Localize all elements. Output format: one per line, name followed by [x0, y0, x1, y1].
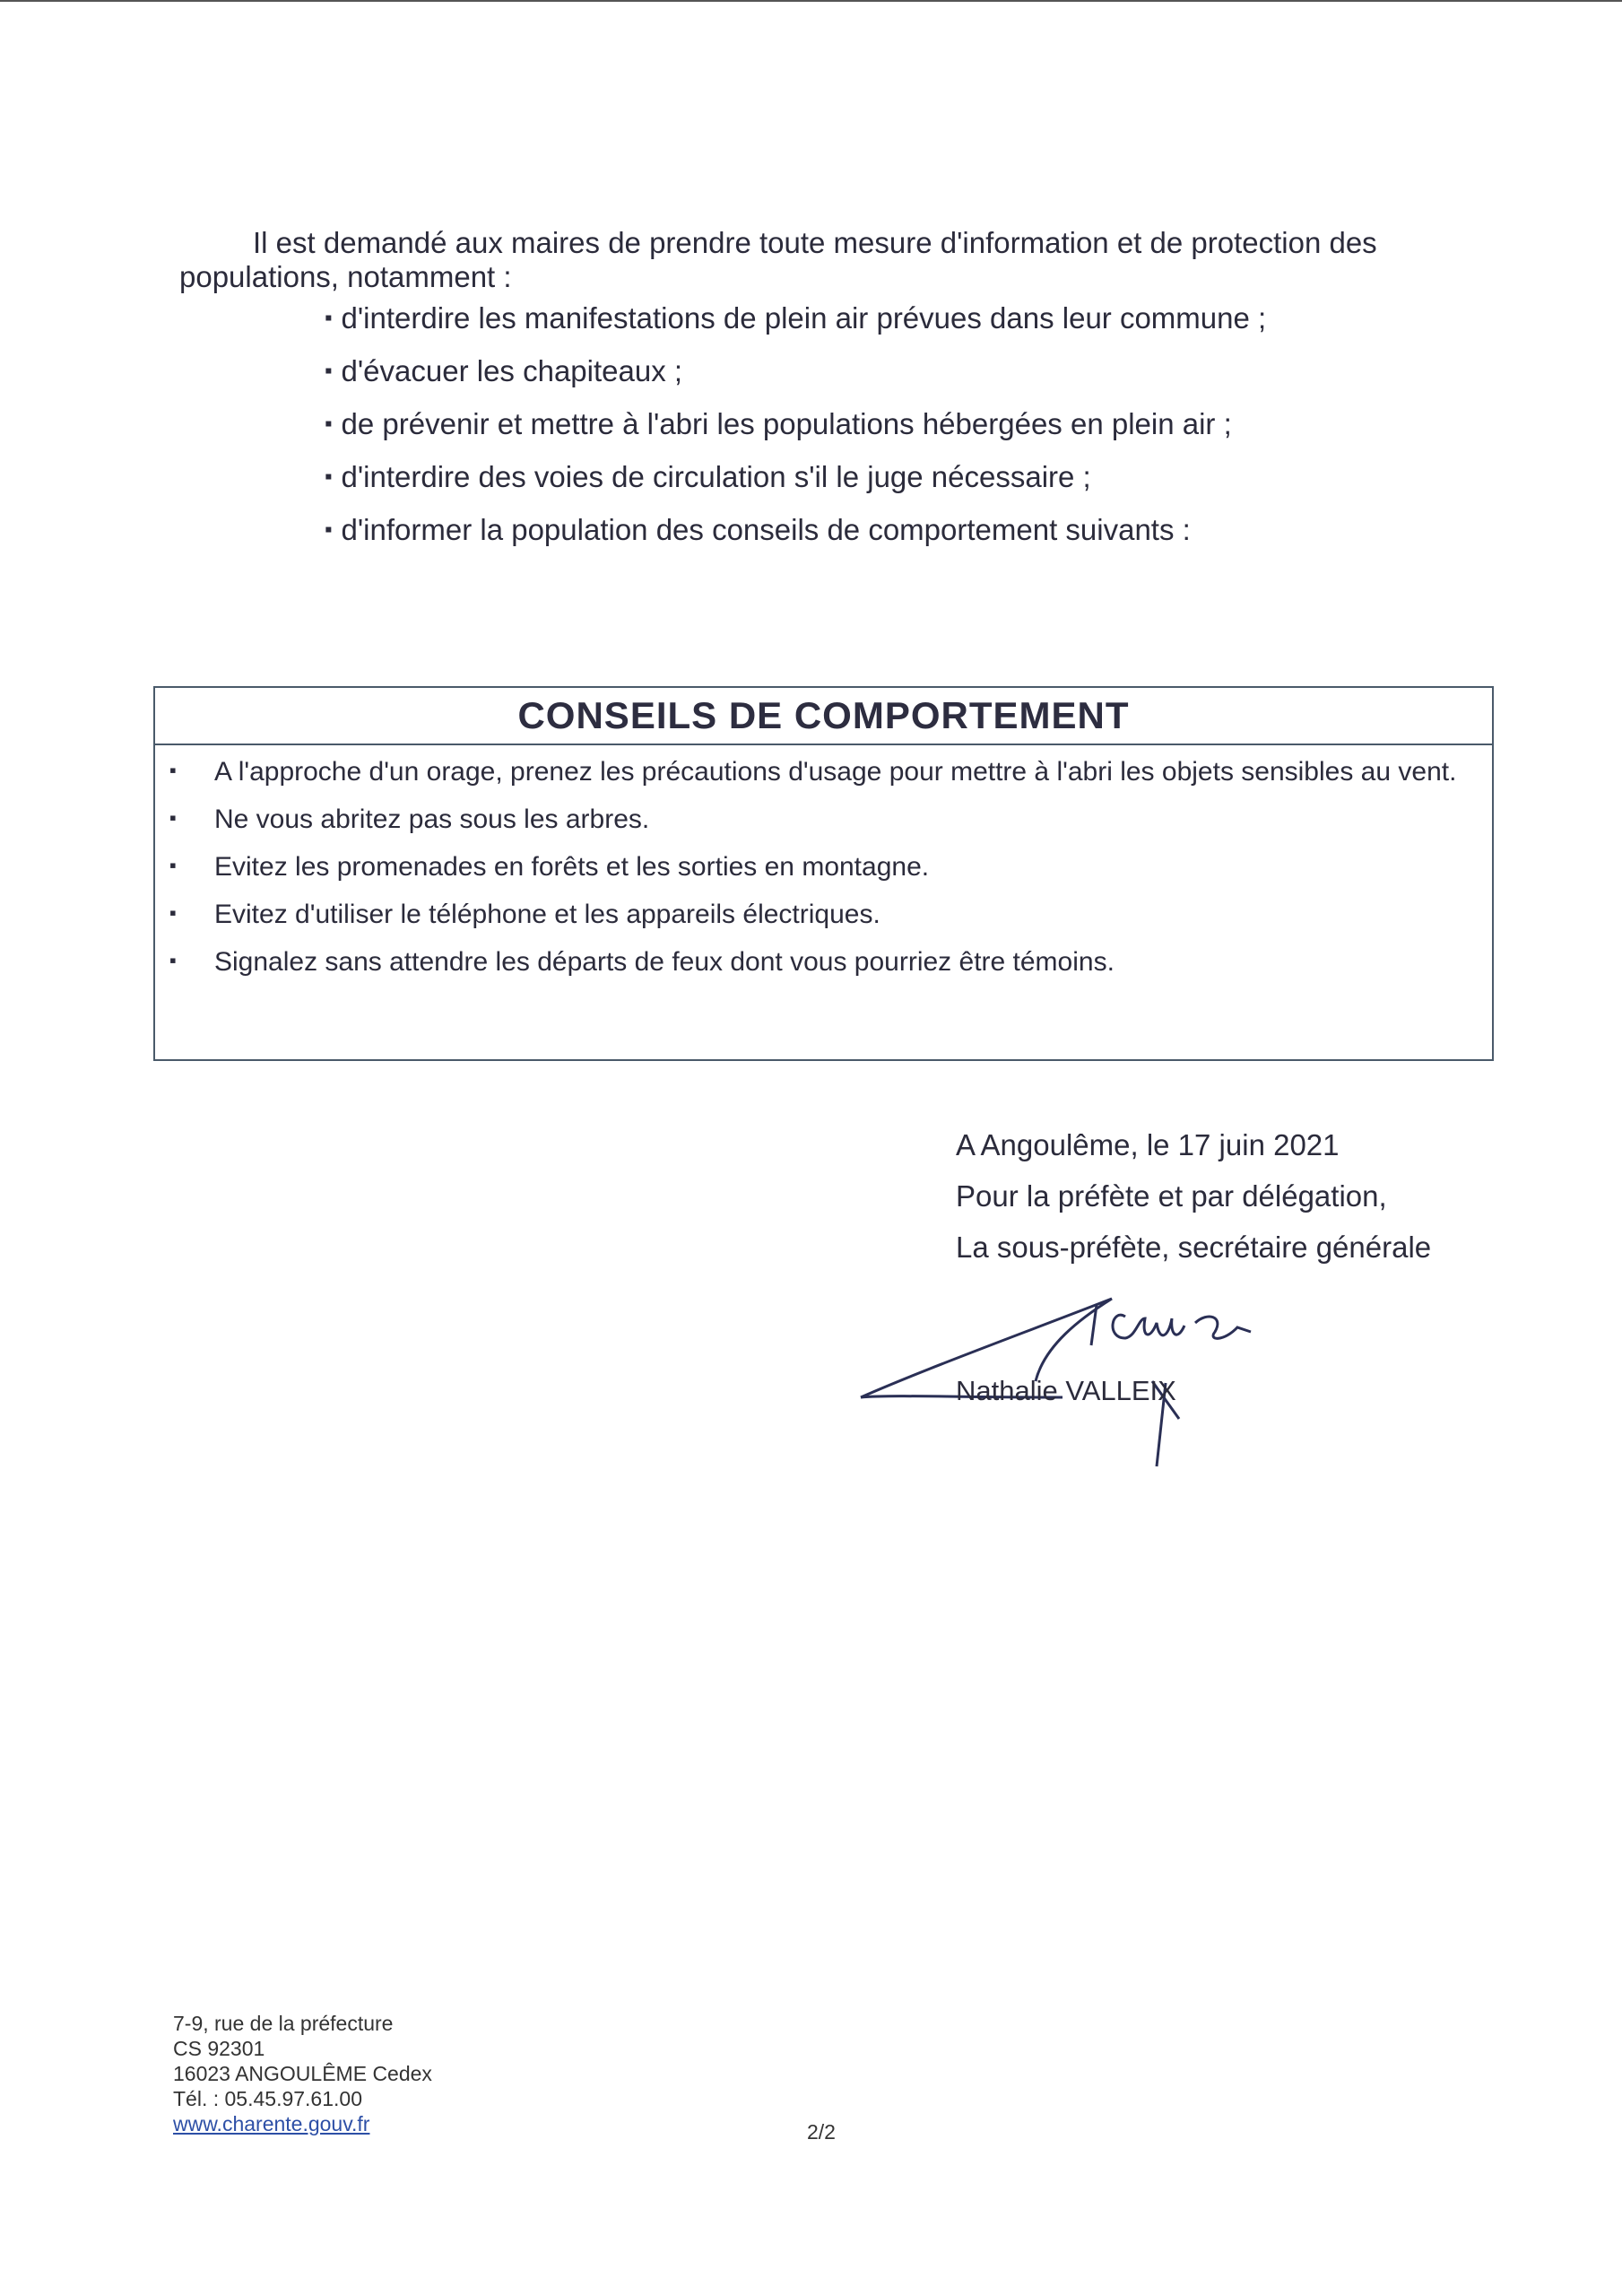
advice-item: ▪ A l'approche d'un orage, prenez les précautions d'usage pour mettre à l'abri les objets sensibles au vent. — [169, 756, 1483, 788]
measure-item: ▪ d'interdire des voies de circulation s'il le juge nécessaire ; — [325, 460, 1488, 498]
address-line: CS 92301 — [173, 2037, 265, 2060]
measure-item: ▪ d'informer la population des conseils de comportement suivants : — [325, 513, 1488, 551]
phone-line: Tél. : 05.45.97.61.00 — [173, 2087, 362, 2110]
measure-item: ▪ d'interdire les manifestations de plein air prévues dans leur commune ; — [325, 301, 1488, 339]
signer-role: La sous-préfète, secrétaire générale — [956, 1231, 1432, 1264]
signer-name: Nathalie VALLEIX — [956, 1375, 1176, 1406]
place-date: A Angoulême, le 17 juin 2021 — [956, 1128, 1340, 1161]
advice-item: ▪ Evitez d'utiliser le téléphone et les appareils électriques. — [169, 899, 1483, 931]
intro-paragraph: Il est demandé aux maires de prendre toute mesure d'information et de protection des populations, notamment : — [179, 226, 1377, 293]
advice-list — [155, 745, 1492, 978]
top-border-line — [0, 0, 1622, 2]
footer-address — [173, 2011, 432, 2136]
measures-list — [179, 301, 1488, 551]
advice-box-title: CONSEILS DE COMPORTEMENT — [155, 688, 1492, 745]
website-link[interactable]: www.charente.gouv.fr — [173, 2112, 370, 2135]
signoff-block — [956, 1119, 1431, 1273]
measure-item: ▪ de prévenir et mettre à l'abri les populations hébergées en plein air ; — [325, 407, 1488, 445]
advice-box — [153, 686, 1494, 1061]
page-number: 2/2 — [807, 2120, 836, 2144]
advice-item: ▪ Ne vous abritez pas sous les arbres. — [169, 804, 1483, 836]
measure-item: ▪ d'évacuer les chapiteaux ; — [325, 354, 1488, 392]
advice-item: ▪ Signalez sans attendre les départs de feux dont vous pourriez être témoins. — [169, 946, 1483, 978]
address-line: 7-9, rue de la préfecture — [173, 2012, 394, 2035]
delegation-line: Pour la préfète et par délégation, — [956, 1179, 1387, 1213]
intro-section — [179, 226, 1488, 566]
advice-item: ▪ Evitez les promenades en forêts et les sorties en montagne. — [169, 851, 1483, 883]
address-line: 16023 ANGOULÊME Cedex — [173, 2062, 432, 2085]
